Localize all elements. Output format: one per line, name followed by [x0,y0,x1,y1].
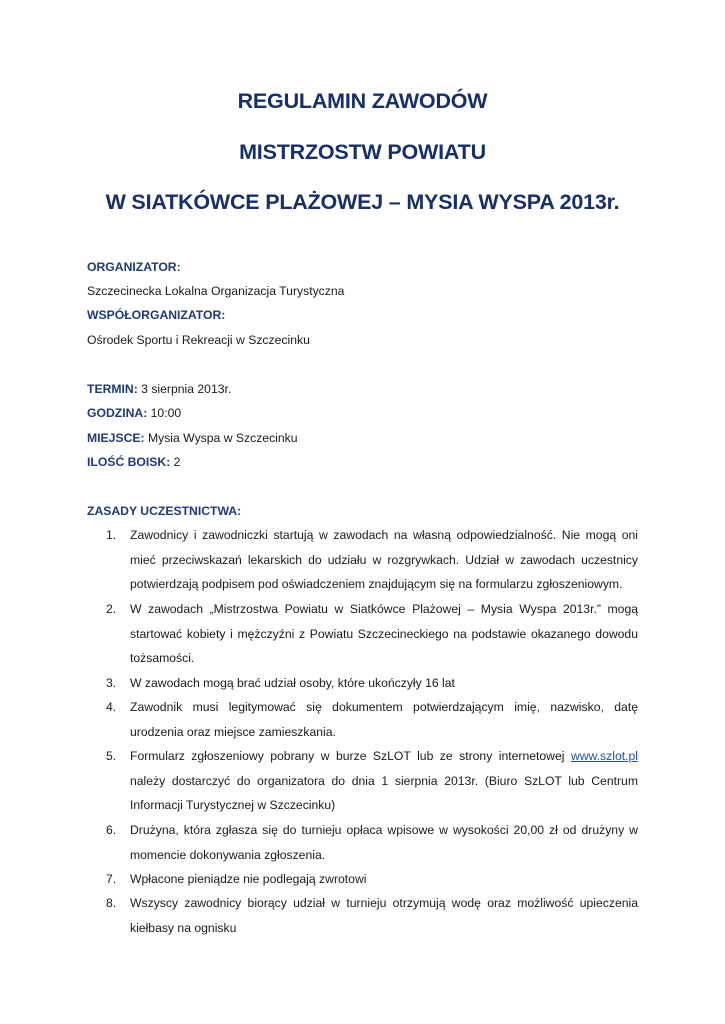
rule-text: Wpłacone pieniądze nie podlegają zwrotowi [130,872,367,886]
rule-number: 1. [106,528,117,542]
date-row [87,381,231,397]
courts-label: ILOŚĆ BOISK: [87,455,171,469]
rule-text: Zawodnik musi legitymować się dokumentem potwierdzającym imię, nazwisko, datę urodzenia oraz miejsce zamieszkania. [130,700,638,739]
rule-text: Wszyscy zawodnicy biorący udział w turnieju otrzymują wodę oraz możliwość upieczenia kiełbasy na ognisku [130,896,638,935]
organizer-value: Szczecinecka Lokalna Organizacja Turystyczna [87,284,345,298]
rule-number: 2. [106,602,117,616]
rule-text-after-link: należy dostarczyć do organizatora do dnia 1 sierpnia 2013r. (Biuro SzLOT lub Centrum Informacji Turystycznej w Szczecinku) [130,773,638,812]
coorganizer-value: Ośrodek Sportu i Rekreacji w Szczecinku [87,333,310,347]
rule-number: 3. [106,676,117,690]
rule-text-before-link: Formularz zgłoszeniowy pobrany w burze SzLOT lub ze strony internetowej [130,749,571,763]
rule-number: 7. [106,872,117,886]
courts-row [87,454,180,470]
rule-number: 8. [106,896,117,910]
time-row [87,405,181,421]
rules-heading: ZASADY UCZESTNICTWA: [87,504,242,518]
rule-text: W zawodach „Mistrzostwa Powiatu w Siatkówce Plażowej – Mysia Wyspa 2013r.” mogą startować kobiety i mężczyźni z Powiatu Szczecineckiego na podstawie okazanego dowodu tożsamości. [130,602,638,665]
rule-text: W zawodach mogą brać udział osoby, które ukończyły 16 lat [130,676,455,690]
title-line-2: MISTRZOSTW POWIATU [239,140,486,164]
place-label: MIEJSCE: [87,431,145,445]
time-value: 10:00 [147,406,182,420]
rule-text: Drużyna, która zgłasza się do turnieju opłaca wpisowe w wysokości 20,00 zł od drużyny w momencie dokonywania zgłoszenia. [130,823,638,862]
place-row [87,430,298,446]
rule-text [130,744,638,818]
coorganizer-label: WSPÓŁORGANIZATOR: [87,308,226,322]
rule-number: 6. [106,823,117,837]
title-line-3: W SIATKÓWCE PLAŻOWEJ – MYSIA WYSPA 2013r. [105,190,620,214]
website-link[interactable]: www.szlot.pl [570,749,638,763]
rule-number: 5. [106,749,117,763]
title-line-1: REGULAMIN ZAWODÓW [237,89,488,113]
date-value: 3 sierpnia 2013r. [137,382,232,396]
time-label: GODZINA: [87,406,148,420]
courts-value: 2 [170,455,181,469]
rule-number: 4. [106,700,117,714]
date-label: TERMIN: [87,382,138,396]
place-value: Mysia Wyspa w Szczecinku [144,431,298,445]
rule-text: Zawodnicy i zawodniczki startują w zawodach na własną odpowiedzialność. Nie mogą oni mieć przeciwskazań lekarskich do udziału w rozgrywkach. Udział w zawodach uczestnicy potwierdzają podpisem pod oświadczeniem znajdującym się na formularzu zgłoszeniowym. [130,528,638,591]
organizer-label: ORGANIZATOR: [87,260,181,274]
